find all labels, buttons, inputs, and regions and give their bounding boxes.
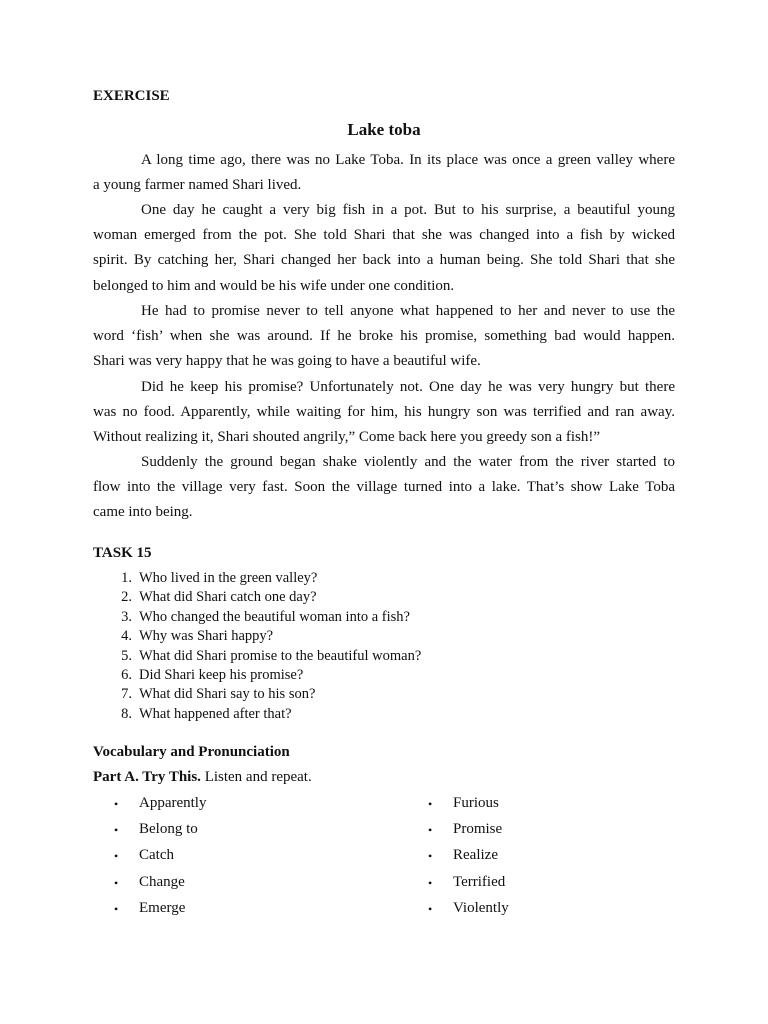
question-text: Who lived in the green valley? [139,570,318,586]
question-item [0,627,768,647]
story-line: A long time ago, there was no Lake Toba. In its place was once a green valley where [141,152,675,168]
part-a-instruction: Listen and repeat. [200,769,312,785]
story-line: He had to promise never to tell anyone what happened to her and never to use the [141,303,675,319]
vocab-word: Violently [453,900,509,916]
vocab-word: Promise [453,821,503,837]
question-text: What did Shari catch one day? [139,589,317,606]
part-a-line [93,769,312,786]
story-line: Shari was very happy that he was going to have a beautiful wife. [93,353,481,370]
exercise-heading: EXERCISE [93,88,170,104]
bullet-icon: • [428,876,433,890]
story-line: Suddenly the ground began shake violently and the water from the river started to [141,454,675,470]
bullet-icon: • [114,849,119,863]
bullet-icon: • [114,797,119,811]
story-paragraph-2 [93,198,675,299]
story-line: One day he caught a very big fish in a pot. But to his surprise, a beautiful young [141,202,675,218]
vocabulary-heading: Vocabulary and Pronunciation [93,744,290,760]
vocabulary-list [0,795,768,925]
vocab-word: Realize [453,847,498,863]
bullet-icon: • [428,823,433,837]
question-number: 6. [121,667,132,683]
vocab-word: Terrified [453,874,506,890]
question-number: 5. [121,647,132,664]
story-line: flow into the village very fast. Soon the village turned into a lake. That’s show Lake Toba [93,479,675,496]
question-text: Did Shari keep his promise? [139,667,304,683]
task-heading: TASK 15 [93,545,152,561]
bullet-icon: • [428,902,433,916]
story-line: came into being. [93,504,193,521]
story-paragraph-1 [93,148,675,198]
bullet-icon: • [428,849,433,863]
question-item [0,608,768,628]
story-paragraph-3 [93,299,675,375]
story-line: word ‘fish’ when she was around. If he broke his promise, something bad would happen. [93,328,675,345]
question-number: 1. [121,570,132,586]
vocab-word: Change [139,874,185,890]
question-list [0,569,768,729]
part-a-label: Part A. Try This. [93,769,201,785]
vocab-word: Apparently [139,795,207,811]
story-paragraph-5 [93,450,675,526]
bullet-icon: • [114,823,119,837]
question-text: Who changed the beautiful woman into a fish? [139,608,410,625]
bullet-icon: • [114,876,119,890]
story-line: spirit. By catching her, Shari changed her back into a human being. She told Shari that she [93,252,675,269]
story-line: belonged to him and would be his wife under one condition. [93,277,455,294]
question-text: What happened after that? [139,705,292,722]
question-text: What did Shari promise to the beautiful woman? [139,647,422,664]
story-paragraph-4 [93,375,675,451]
question-item [0,569,768,589]
question-number: 3. [121,608,132,625]
story-line: woman emerged from the pot. She told Shari that she was changed into a fish by wicked [93,227,675,244]
question-item [0,666,768,686]
question-item [0,647,768,667]
vocab-word: Emerge [139,900,186,916]
question-number: 2. [121,589,132,606]
question-text: What did Shari say to his son? [139,686,316,703]
story-title: Lake toba [347,120,421,139]
question-number: 4. [121,628,132,645]
bullet-icon: • [428,797,433,811]
story-line: was no food. Apparently, while waiting for him, his hungry son was terrified and ran away. [93,404,675,421]
question-text: Why was Shari happy? [139,628,274,645]
bullet-icon: • [114,902,119,916]
story-line: Did he keep his promise? Unfortunately not. One day he was very hungry but there [141,379,675,395]
question-item [0,685,768,705]
vocab-word: Catch [139,847,174,863]
question-item [0,588,768,608]
story-line: Without realizing it, Shari shouted angrily,” Come back here you greedy son a fish!” [93,429,601,446]
question-number: 7. [121,686,132,703]
question-item [0,705,768,725]
story-line: a young farmer named Shari lived. [93,177,302,194]
vocab-word: Furious [453,795,499,811]
vocab-word: Belong to [139,821,198,837]
question-number: 8. [121,705,132,722]
